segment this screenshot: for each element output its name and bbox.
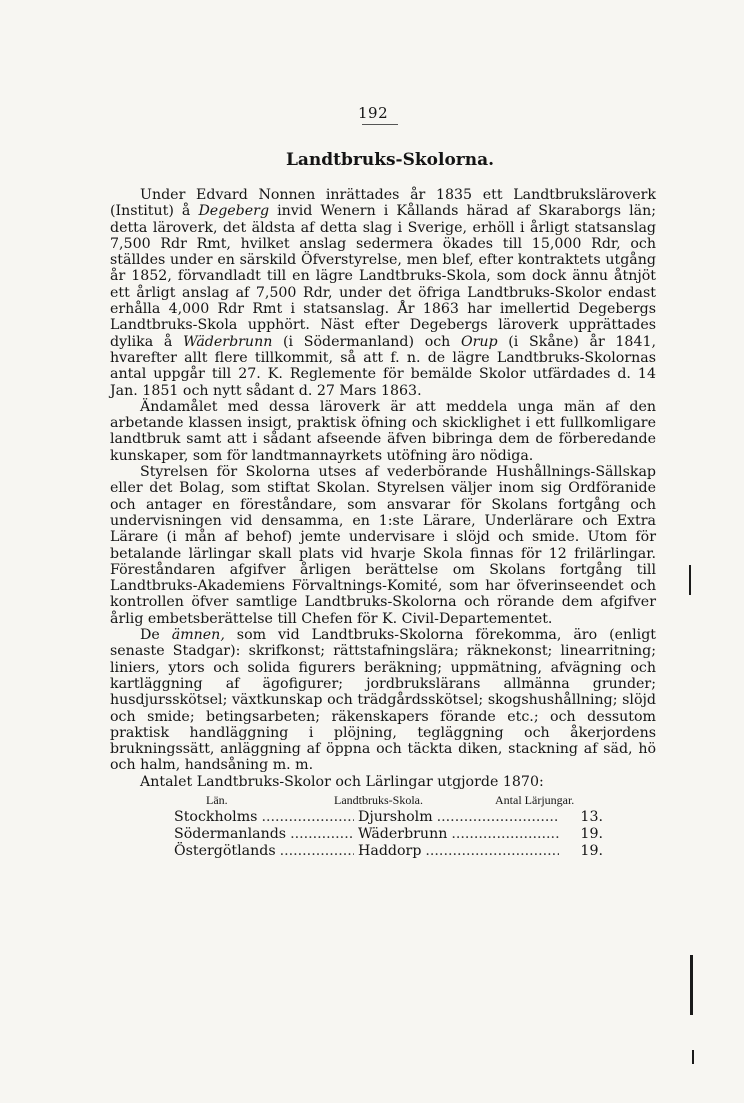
scan-mark	[689, 565, 691, 595]
scan-mark	[690, 955, 693, 1015]
table-row	[110, 809, 656, 826]
paragraph-4: De ämnen, som vid Landtbruks-Skolorna förekomma, äro (enligt senaste Stadgar): skrifkonst; rättstafningslära; räknekonst; linearritning; liniers, ytors och solida figurers beräkning; uppmätning, afvägning och kartläggning af ägofigurer; jordbrukslärans allmänna grunder; husdjursskötsel; växtkunskap och trädgårdsskötsel; skogshushållning; slöjd och smide; betingsarbeten; räkenskapers förande etc.; och dessutom praktisk handläggning i plöjning, tegläggning och åkerjordens brukningssätt, anläggning af öppna och täckta diken, stackning af säd, hö och halm, handsåning m. m.	[110, 627, 656, 774]
header-skola: Landtbruks-Skola.	[334, 792, 423, 807]
header-antal: Antal Lärjungar.	[495, 792, 575, 807]
row-lan: Södermanlands	[174, 825, 287, 842]
paragraph-1: Under Edvard Nonnen inrättades år 1835 ett Landtbruksläroverk (Institut) å Degeberg invid Wenern i Kållands härad af Skaraborgs län; detta läroverk, det äldsta af detta slag i Sverige, erhöll i årligt statsanslag 7,500 Rdr Rmt, hvilket anslag sedermera ökades till 15,000 Rdr, och ställdes under en särskild Öfverstyrelse, men blef, efter kontraktets utgång år 1852, förvandladt till en lägre Landtbruks-Skola, som dock ännu åtnjöt ett årligt anslag af 7,500 Rdr, under det öfriga Landtbruks-Skolor endast erhålla 4,000 Rdr Rmt i statsanslag. År 1863 har imellertid Degebergs Landtbruks-Skola upphört. Näst efter Degebergs läroverk upprättades dylika å Wäderbrunn (i Södermanland) och Orup (i Skåne) år 1841, hvarefter allt flere tillkommit, så att f. n. de lägre Landtbruks-Skolornas antal uppgår till 27. K. Reglemente för bemälde Skolor utfärdades d. 14 Jan. 1851 och nytt sådant d. 27 Mars 1863.	[110, 187, 657, 399]
row-antal: 19.	[580, 842, 603, 859]
table-header	[110, 792, 656, 809]
row-skola: Haddorp	[358, 842, 422, 859]
page-title: Landtbruks-Skolorna.	[285, 150, 495, 170]
row-skola: Wäderbrunn	[358, 825, 448, 842]
header-lan: Län.	[206, 792, 228, 807]
table-row	[110, 843, 656, 860]
row-antal: 13.	[580, 808, 603, 825]
row-lan: Östergötlands	[174, 842, 276, 859]
row-lan: Stockholms	[174, 808, 258, 825]
paragraph-2: Ändamålet med dessa läroverk är att meddela unga män af den arbetande klassen insigt, praktisk öfning och skicklighet i ett fullkomligare landtbruk samt att i sådant afseende äfven bibringa dem de förberedande kunskaper, som för landtmannayrkets utöfning äro nödiga.	[110, 398, 656, 464]
body-text	[110, 187, 656, 860]
paragraph-3: Styrelsen för Skolorna utses af vederbörande Hushållnings-Sällskap eller det Bolag, som stiftat Skolan. Styrelsen väljer inom sig Ordföranide och antager en föreståndare, som ansvarar för Skolans fortgång och undervisningen vid densamma, en 1:ste Lärare, Underlärare och Extra Lärare (i mån af behof) jemte undervisare i slöjd och smide. Utom för betalande lärlingar skall plats vid hvarje Skola finnas för 12 frilärlingar. Föreståndaren afgifver årligen berättelse om Skolans fortgång till Landtbruks-Akademiens Förvaltnings-Komité, som har öfverinseendet och kontrollen öfver samtlige Landtbruks-Skolorna och rörande dem afgifver årlig embetsberättelse till Chefen för K. Civil-Departementet.	[110, 464, 656, 627]
scan-mark	[692, 1050, 694, 1064]
table-intro: Antalet Landtbruks-Skolor och Lärlingar utgjorde 1870:	[140, 773, 544, 790]
page-number-rule	[362, 124, 398, 125]
table-row	[110, 826, 656, 843]
page-number: 192	[358, 104, 389, 122]
row-skola: Djursholm	[358, 808, 433, 825]
row-antal: 19.	[580, 825, 603, 842]
